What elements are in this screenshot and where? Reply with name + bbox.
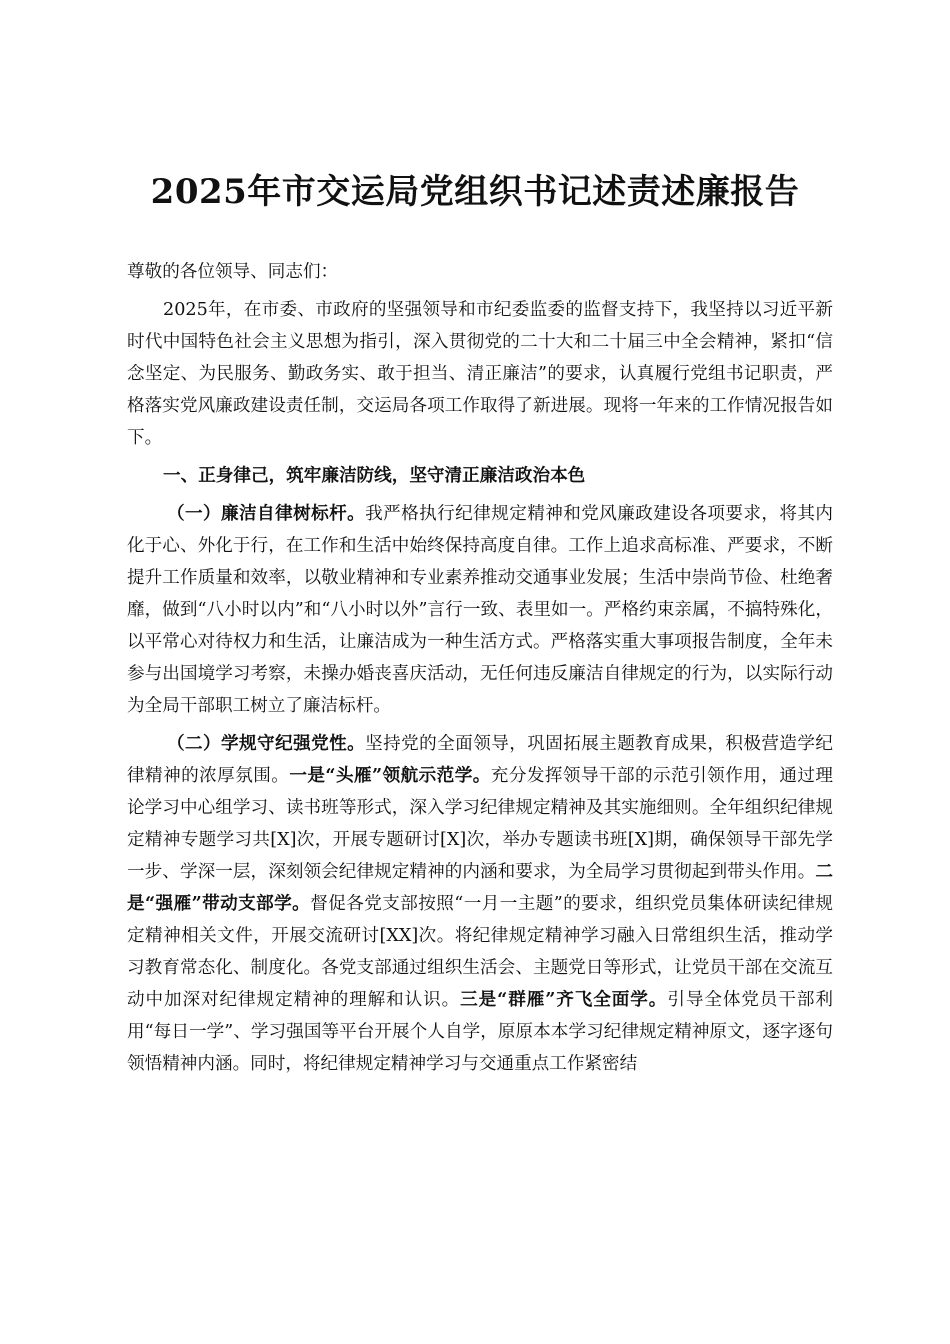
subsection-2-intro-text: 坚持党的全面领导，巩固拓展主题教育成果，积极营造学纪律精神的浓厚氛围。 xyxy=(127,734,833,786)
subsection-2-paragraph xyxy=(127,728,833,1080)
salutation: 尊敬的各位领导、同志们： xyxy=(127,262,339,282)
section-heading-1: 一、正身律己，筑牢廉洁防线，坚守清正廉洁政治本色 xyxy=(163,465,586,486)
document-body xyxy=(127,256,833,1080)
point-3-text: 引导全体党员干部利用“每日一学”、学习强国等平台开展个人自学，原原本本学习纪律规定精神原文，逐字逐句领悟精神内涵。同时，将纪律规定精神学习与交通重点工作紧密结 xyxy=(127,990,833,1074)
intro-paragraph: 2025年，在市委、市政府的坚强领导和市纪委监委的监督支持下，我坚持以习近平新时代中国特色社会主义思想为指引，深入贯彻党的二十大和二十届三中全会精神，紧扣“信念坚定、为民服务、勤政务实、敢于担当、清正廉洁”的要求，认真履行党组书记职责，严格落实党风廉政建设责任制，交运局各项工作取得了新进展。现将一年来的工作情况报告如下。 xyxy=(127,300,833,448)
subsection-1-text: 我严格执行纪律规定精神和党风廉政建设各项要求，将其内化于心、外化于行，在工作和生活中始终保持高度自律。工作上追求高标准、严要求，不断提升工作质量和效率，以敬业精神和专业素养推动交通事业发展；生活中崇尚节俭、杜绝奢靡，做到“八小时以内”和“八小时以外”言行一致、表里如一。严格约束亲属，不搞特殊化，以平常心对待权力和生活，让廉洁成为一种生活方式。严格落实重大事项报告制度，全年未参与出国境学习考察，未操办婚丧喜庆活动，无任何违反廉洁自律规定的行为，以实际行动为全局干部职工树立了廉洁标杆。 xyxy=(127,504,833,716)
subsection-1-paragraph xyxy=(127,498,833,722)
point-2-label: 二是“强雁”带动支部学。 xyxy=(127,861,833,914)
point-1-text: 充分发挥领导干部的示范引领作用，通过理论学习中心组学习、读书班等形式，深入学习纪律规定精神及其实施细则。全年组织纪律规定精神专题学习共[X]次，开展专题研讨[X]次，举办专题读书班[X]期，确保领导干部先学一步、学深一层，深刻领会纪律规定精神的内涵和要求，为全局学习贯彻起到带头作用。 xyxy=(127,766,833,882)
point-1-label: 一是“头雁”领航示范学。 xyxy=(289,765,491,786)
point-3-label: 三是“群雁”齐飞全面学。 xyxy=(460,989,668,1010)
subsection-1-heading: （一）廉洁自律树标杆。 xyxy=(167,503,366,524)
document-title: 2025年市交运局党组织书记述责述廉报告 xyxy=(150,172,800,212)
subsection-2-heading: （二）学规守纪强党性。 xyxy=(167,733,366,754)
point-2-text: 督促各党支部按照“一月一主题”的要求，组织党员集体研读纪律规定精神相关文件，开展交流研讨[XX]次。将纪律规定精神学习融入日常组织生活，推动学习教育常态化、制度化。各党支部通过组织生活会、主题党日等形式，让党员干部在交流互动中加深对纪律规定精神的理解和认识。 xyxy=(127,894,833,1010)
